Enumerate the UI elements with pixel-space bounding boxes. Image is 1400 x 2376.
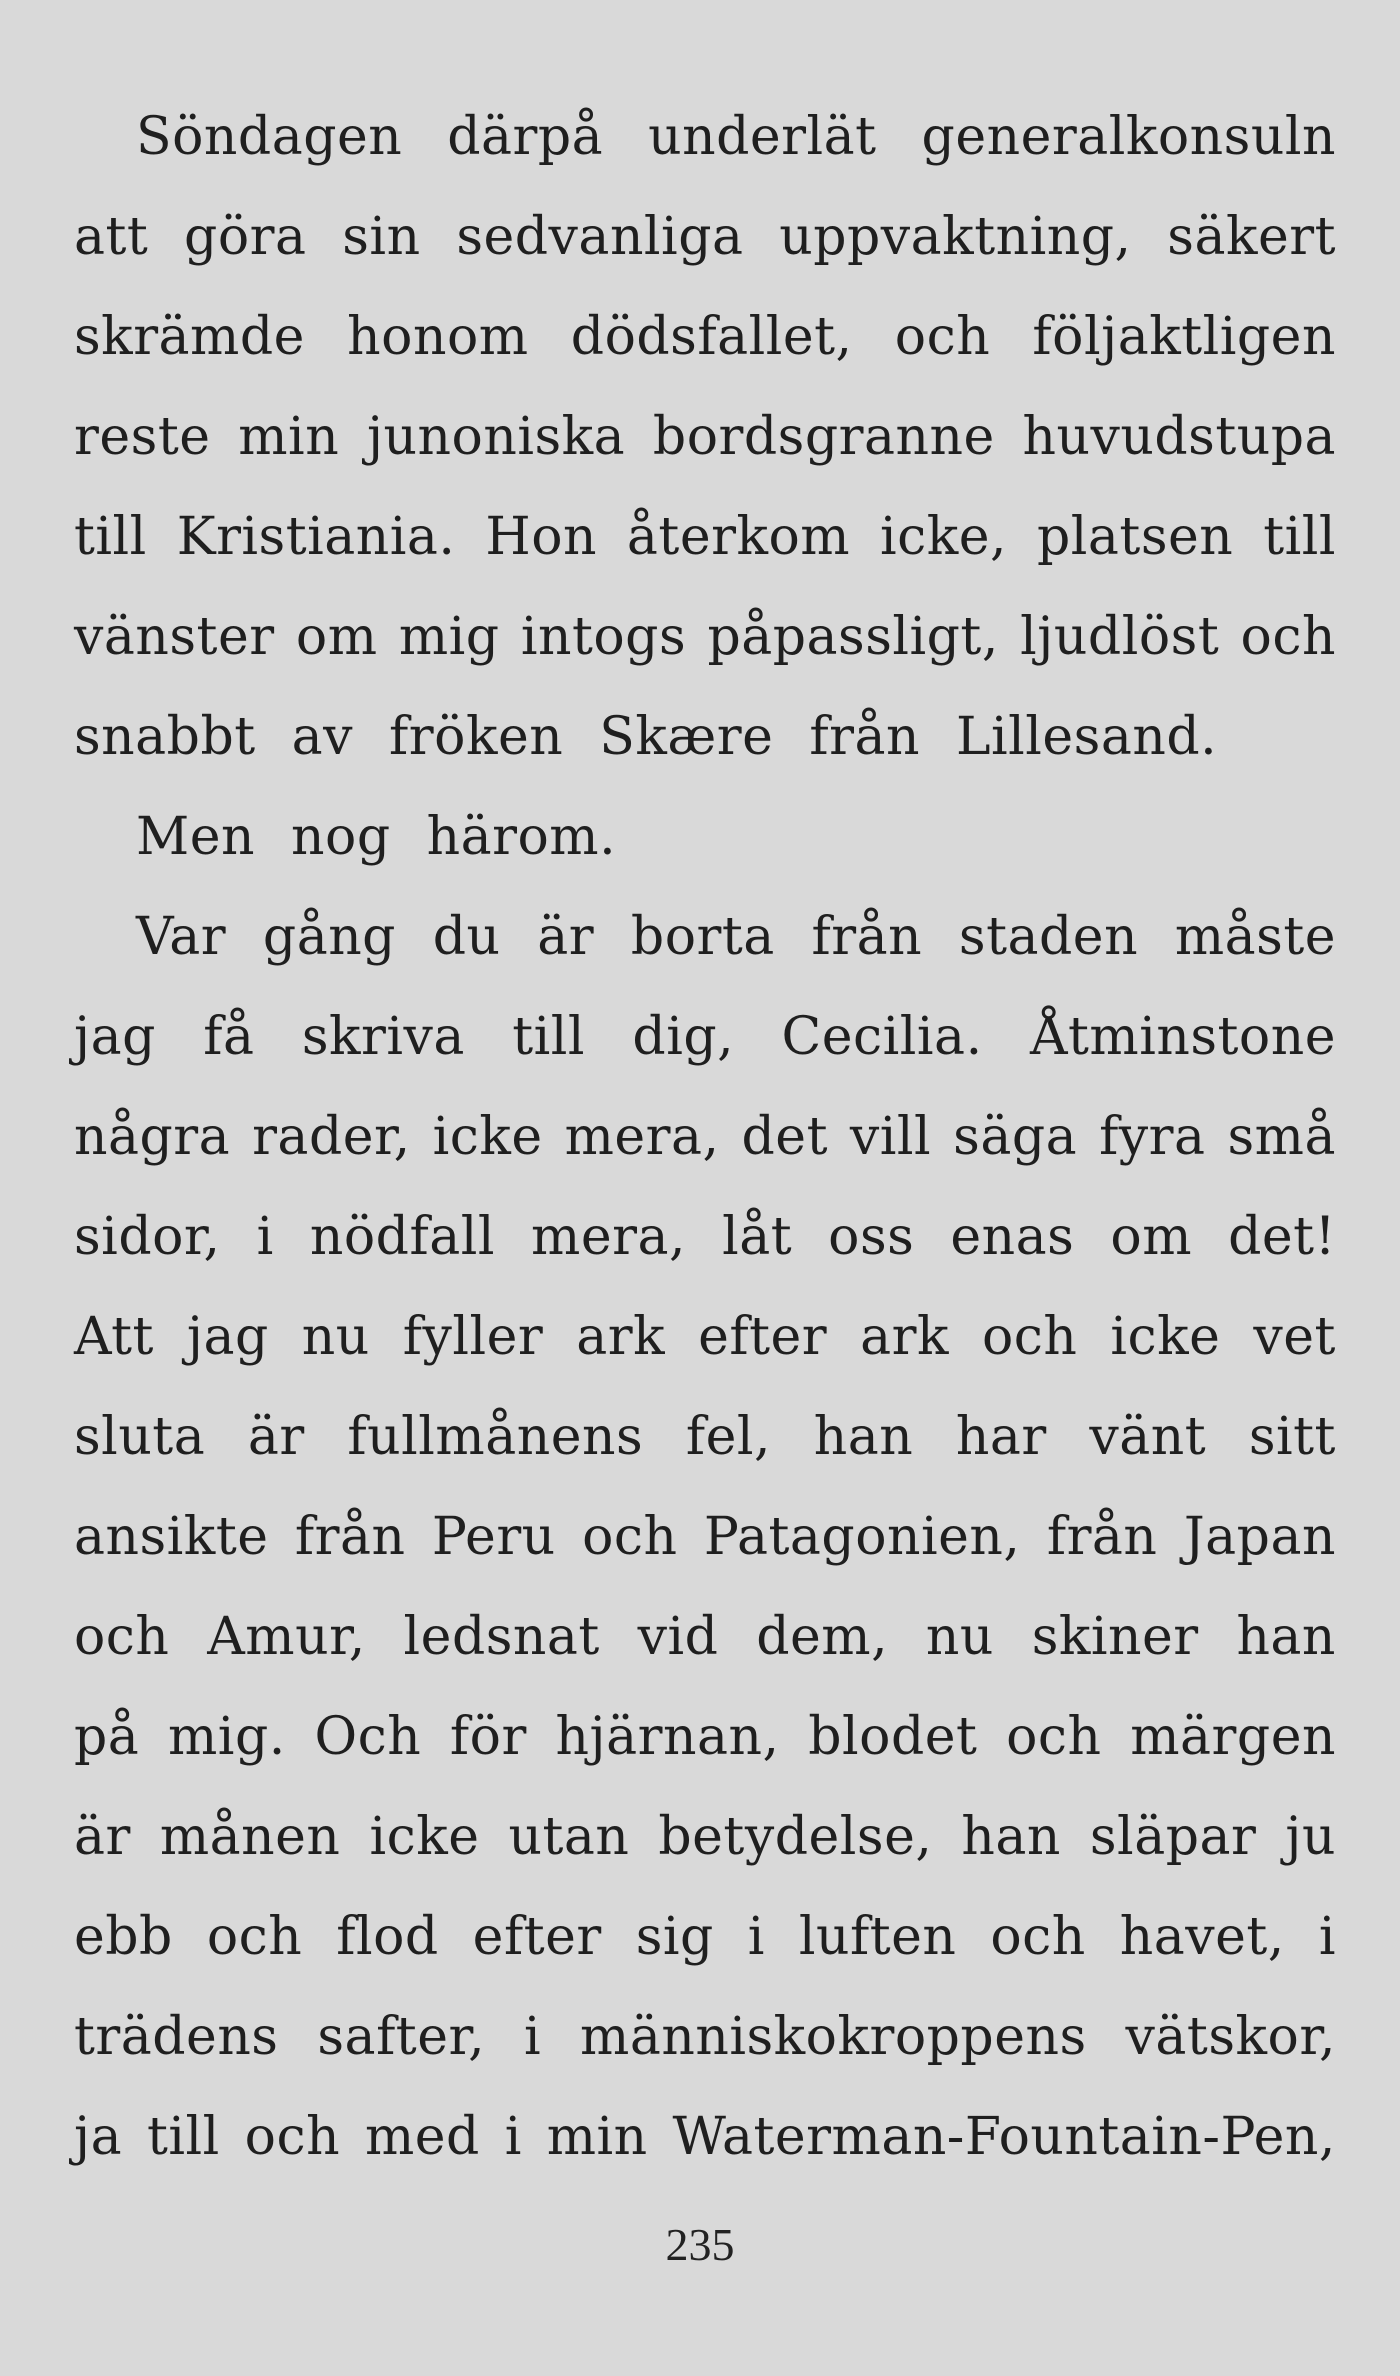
text-line: sidor, i nödfall mera, låt oss enas om det! xyxy=(74,1207,1336,1267)
text-line: till Kristiania. Hon återkom icke, platsen till xyxy=(74,507,1336,567)
text-line: Att jag nu fyller ark efter ark och icke vet xyxy=(74,1307,1336,1367)
text-line: Men nog härom. xyxy=(136,807,617,867)
text-line: ebb och flod efter sig i luften och havet, i xyxy=(74,1907,1336,1967)
text-line: sluta är fullmånens fel, han har vänt sitt xyxy=(74,1407,1336,1467)
text-line: Var gång du är borta från staden måste xyxy=(136,907,1336,967)
text-line: Söndagen därpå underlät generalkonsuln xyxy=(136,107,1336,167)
text-line: snabbt av fröken Skære från Lillesand. xyxy=(74,707,1218,767)
text-line: på mig. Och för hjärnan, blodet och märgen xyxy=(74,1707,1336,1767)
text-line: skrämde honom dödsfallet, och följaktligen xyxy=(74,307,1336,367)
text-line: jag få skriva till dig, Cecilia. Åtminstone xyxy=(74,1007,1336,1067)
text-line: att göra sin sedvanliga uppvaktning, säkert xyxy=(74,207,1336,267)
page-number: 235 xyxy=(665,2219,735,2270)
text-line: är månen icke utan betydelse, han släpar ju xyxy=(74,1807,1336,1867)
text-line: ansikte från Peru och Patagonien, från Japan xyxy=(74,1507,1336,1567)
text-line: ja till och med i min Waterman-Fountain-Pen, xyxy=(74,2107,1336,2167)
text-line: vänster om mig intogs påpassligt, ljudlöst och xyxy=(74,607,1336,667)
text-line: och Amur, ledsnat vid dem, nu skiner han xyxy=(74,1607,1336,1667)
text-line: reste min junoniska bordsgranne huvudstupa xyxy=(74,407,1336,467)
text-line: några rader, icke mera, det vill säga fyra små xyxy=(74,1107,1336,1167)
text-line: trädens safter, i människokroppens vätskor, xyxy=(74,2007,1336,2067)
